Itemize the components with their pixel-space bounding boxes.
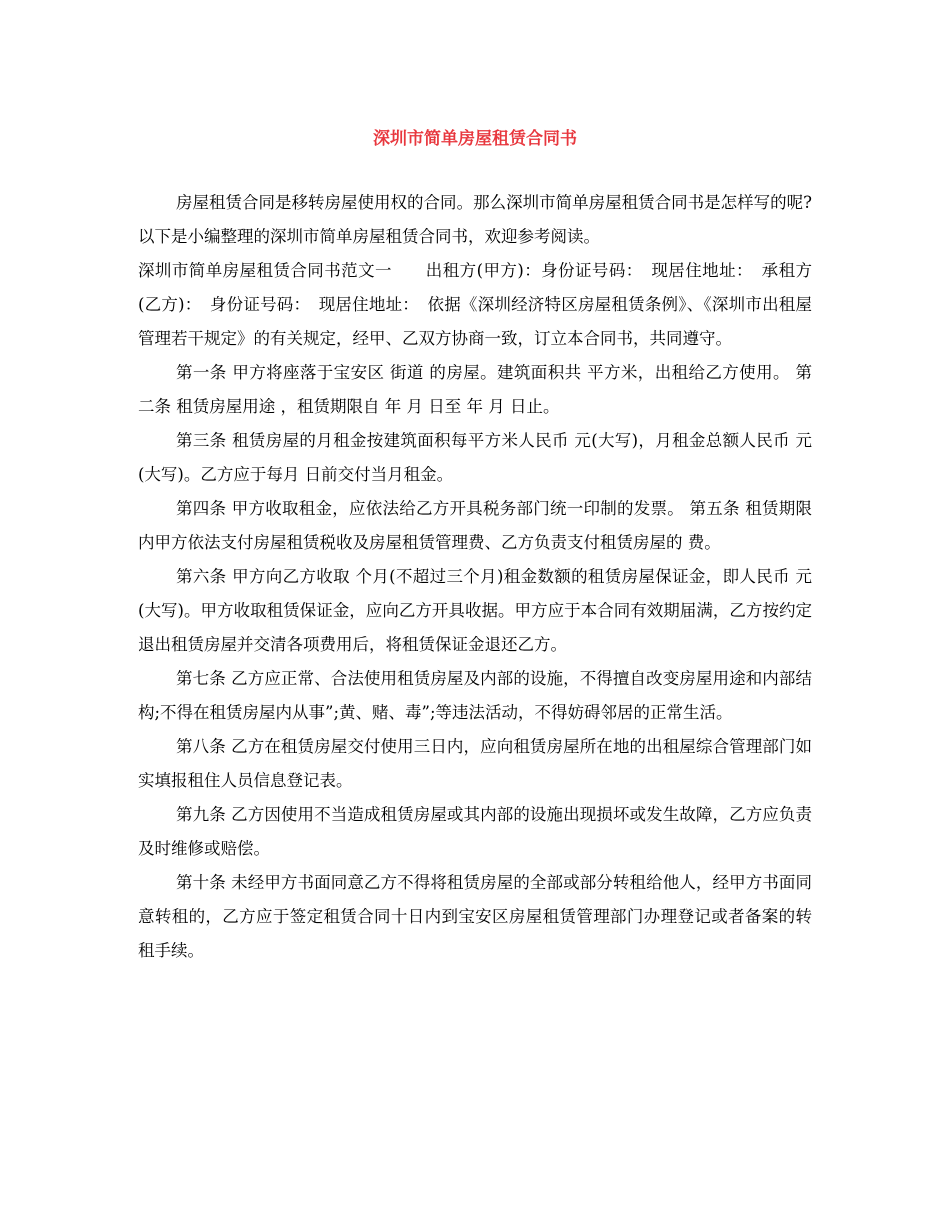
- clause-4-paragraph: 第四条 甲方收取租金，应依法给乙方开具税务部门统一印制的发票。 第五条 租赁期限内甲方依法支付房屋租赁税收及房屋租赁管理费、乙方负责支付租赁房屋的 费。: [138, 499, 812, 552]
- clause-10-paragraph: 第十条 未经甲方书面同意乙方不得将租赁房屋的全部或部分转租给他人，经甲方书面同意转租的，乙方应于签定租赁合同十日内到宝安区房屋租赁管理部门办理登记或者备案的转租手续。: [138, 873, 812, 960]
- clause-7-paragraph: 第七条 乙方应正常、合法使用租赁房屋及内部的设施，不得擅自改变房屋用途和内部结构;不得在租赁房屋内从事”;黄、赌、毒”;等违法活动，不得妨碍邻居的正常生活。: [138, 669, 812, 722]
- clause-8-paragraph: 第八条 乙方在租赁房屋交付使用三日内，应向租赁房屋所在地的出租屋综合管理部门如实填报租住人员信息登记表。: [138, 737, 812, 790]
- intro-paragraph: 房屋租赁合同是移转房屋使用权的合同。那么深圳市简单房屋租赁合同书是怎样写的呢?以下是小编整理的深圳市简单房屋租赁合同书，欢迎参考阅读。: [138, 193, 812, 246]
- clause-3-paragraph: 第三条 租赁房屋的月租金按建筑面积每平方米人民币 元(大写)，月租金总额人民币 元(大写)。乙方应于每月 日前交付当月租金。: [138, 431, 812, 484]
- clause-9-paragraph: 第九条 乙方因使用不当造成租赁房屋或其内部的设施出现损坏或发生故障，乙方应负责及时维修或赔偿。: [138, 805, 812, 858]
- clause-1-paragraph: 第一条 甲方将座落于宝安区 街道 的房屋。建筑面积共 平方米，出租给乙方使用。 第二条 租赁房屋用途 ，租赁期限自 年 月 日至 年 月 日止。: [138, 363, 812, 416]
- clause-6-paragraph: 第六条 甲方向乙方收取 个月(不超过三个月)租金数额的租赁房屋保证金，即人民币 元(大写)。甲方收取租赁保证金，应向乙方开具收据。甲方应于本合同有效期届满，乙方按约定退出租赁房屋并交清各项费用后，将租赁保证金退还乙方。: [138, 567, 812, 654]
- document-title: 深圳市简单房屋租赁合同书: [373, 129, 577, 149]
- document-body: [138, 186, 812, 968]
- parties-paragraph: 深圳市简单房屋租赁合同书范文一 出租方(甲方)：身份证号码： 现居住地址： 承租方(乙方)： 身份证号码： 现居住地址： 依据《深圳经济特区房屋租赁条例》、《深圳市出租屋管理若干规定》的有关规定，经甲、乙双方协商一致，订立本合同书，共同遵守。: [138, 261, 812, 348]
